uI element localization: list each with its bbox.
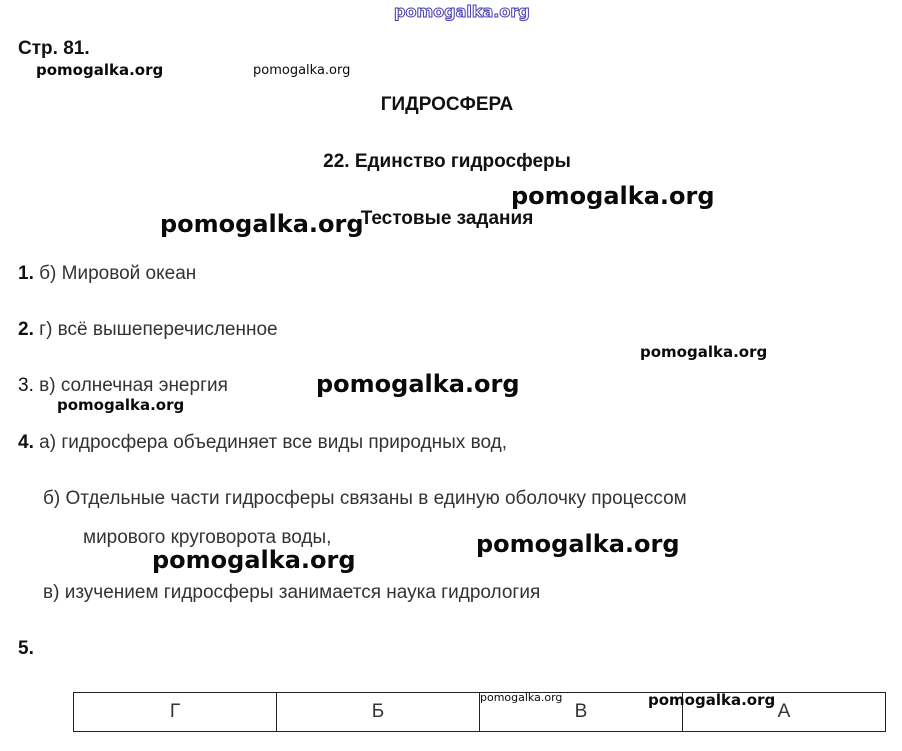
- subsection-title: Тестовые задания: [360, 208, 534, 229]
- answer-4-line-4: в) изучением гидросферы занимается наука гидрология: [43, 582, 541, 603]
- answer-4-line-3: мирового круговорота воды,: [83, 527, 332, 548]
- answer-text: б) Мировой океан: [39, 263, 197, 284]
- answer-2: [18, 319, 278, 341]
- answer-number: 2.: [18, 319, 34, 340]
- answer-text: а) гидросфера объединяет все виды природных вод,: [39, 432, 507, 453]
- watermark: pomogalka.org: [160, 210, 364, 238]
- answer-number: 4.: [18, 432, 34, 453]
- watermark: pomogalka.org: [640, 343, 768, 361]
- answer-number: 5.: [18, 638, 34, 659]
- answer-text: г) всё вышеперечисленное: [39, 319, 278, 340]
- watermark: pomogalka.org: [394, 2, 530, 21]
- answer-text: в) солнечная энергия: [39, 375, 228, 396]
- answer-4: [18, 432, 507, 454]
- watermark: pomogalka.org: [511, 182, 715, 210]
- watermark: pomogalka.org: [480, 691, 563, 704]
- answer-number: 1.: [18, 263, 34, 284]
- chapter-title: ГИДРОСФЕРА: [380, 94, 514, 115]
- watermark: pomogalka.org: [57, 396, 185, 414]
- table-cell: Г: [74, 693, 277, 732]
- answer-number: 3.: [18, 375, 34, 396]
- watermark: pomogalka.org: [253, 63, 351, 78]
- watermark: pomogalka.org: [476, 530, 680, 558]
- table-cell: А: [683, 693, 886, 732]
- page-reference: Стр. 81.: [18, 38, 90, 59]
- watermark: pomogalka.org: [648, 691, 776, 709]
- table-cell: В: [480, 693, 683, 732]
- watermark: pomogalka.org: [316, 370, 520, 398]
- watermark: pomogalka.org: [152, 546, 356, 574]
- watermark: pomogalka.org: [36, 61, 164, 79]
- answer-4-line-2: б) Отдельные части гидросферы связаны в единую оболочку процессом: [43, 488, 687, 509]
- table-cell: Б: [277, 693, 480, 732]
- answer-5: [18, 638, 34, 660]
- answer-3: [18, 375, 228, 397]
- section-title: 22. Единство гидросферы: [323, 151, 571, 172]
- answer-1: [18, 263, 196, 285]
